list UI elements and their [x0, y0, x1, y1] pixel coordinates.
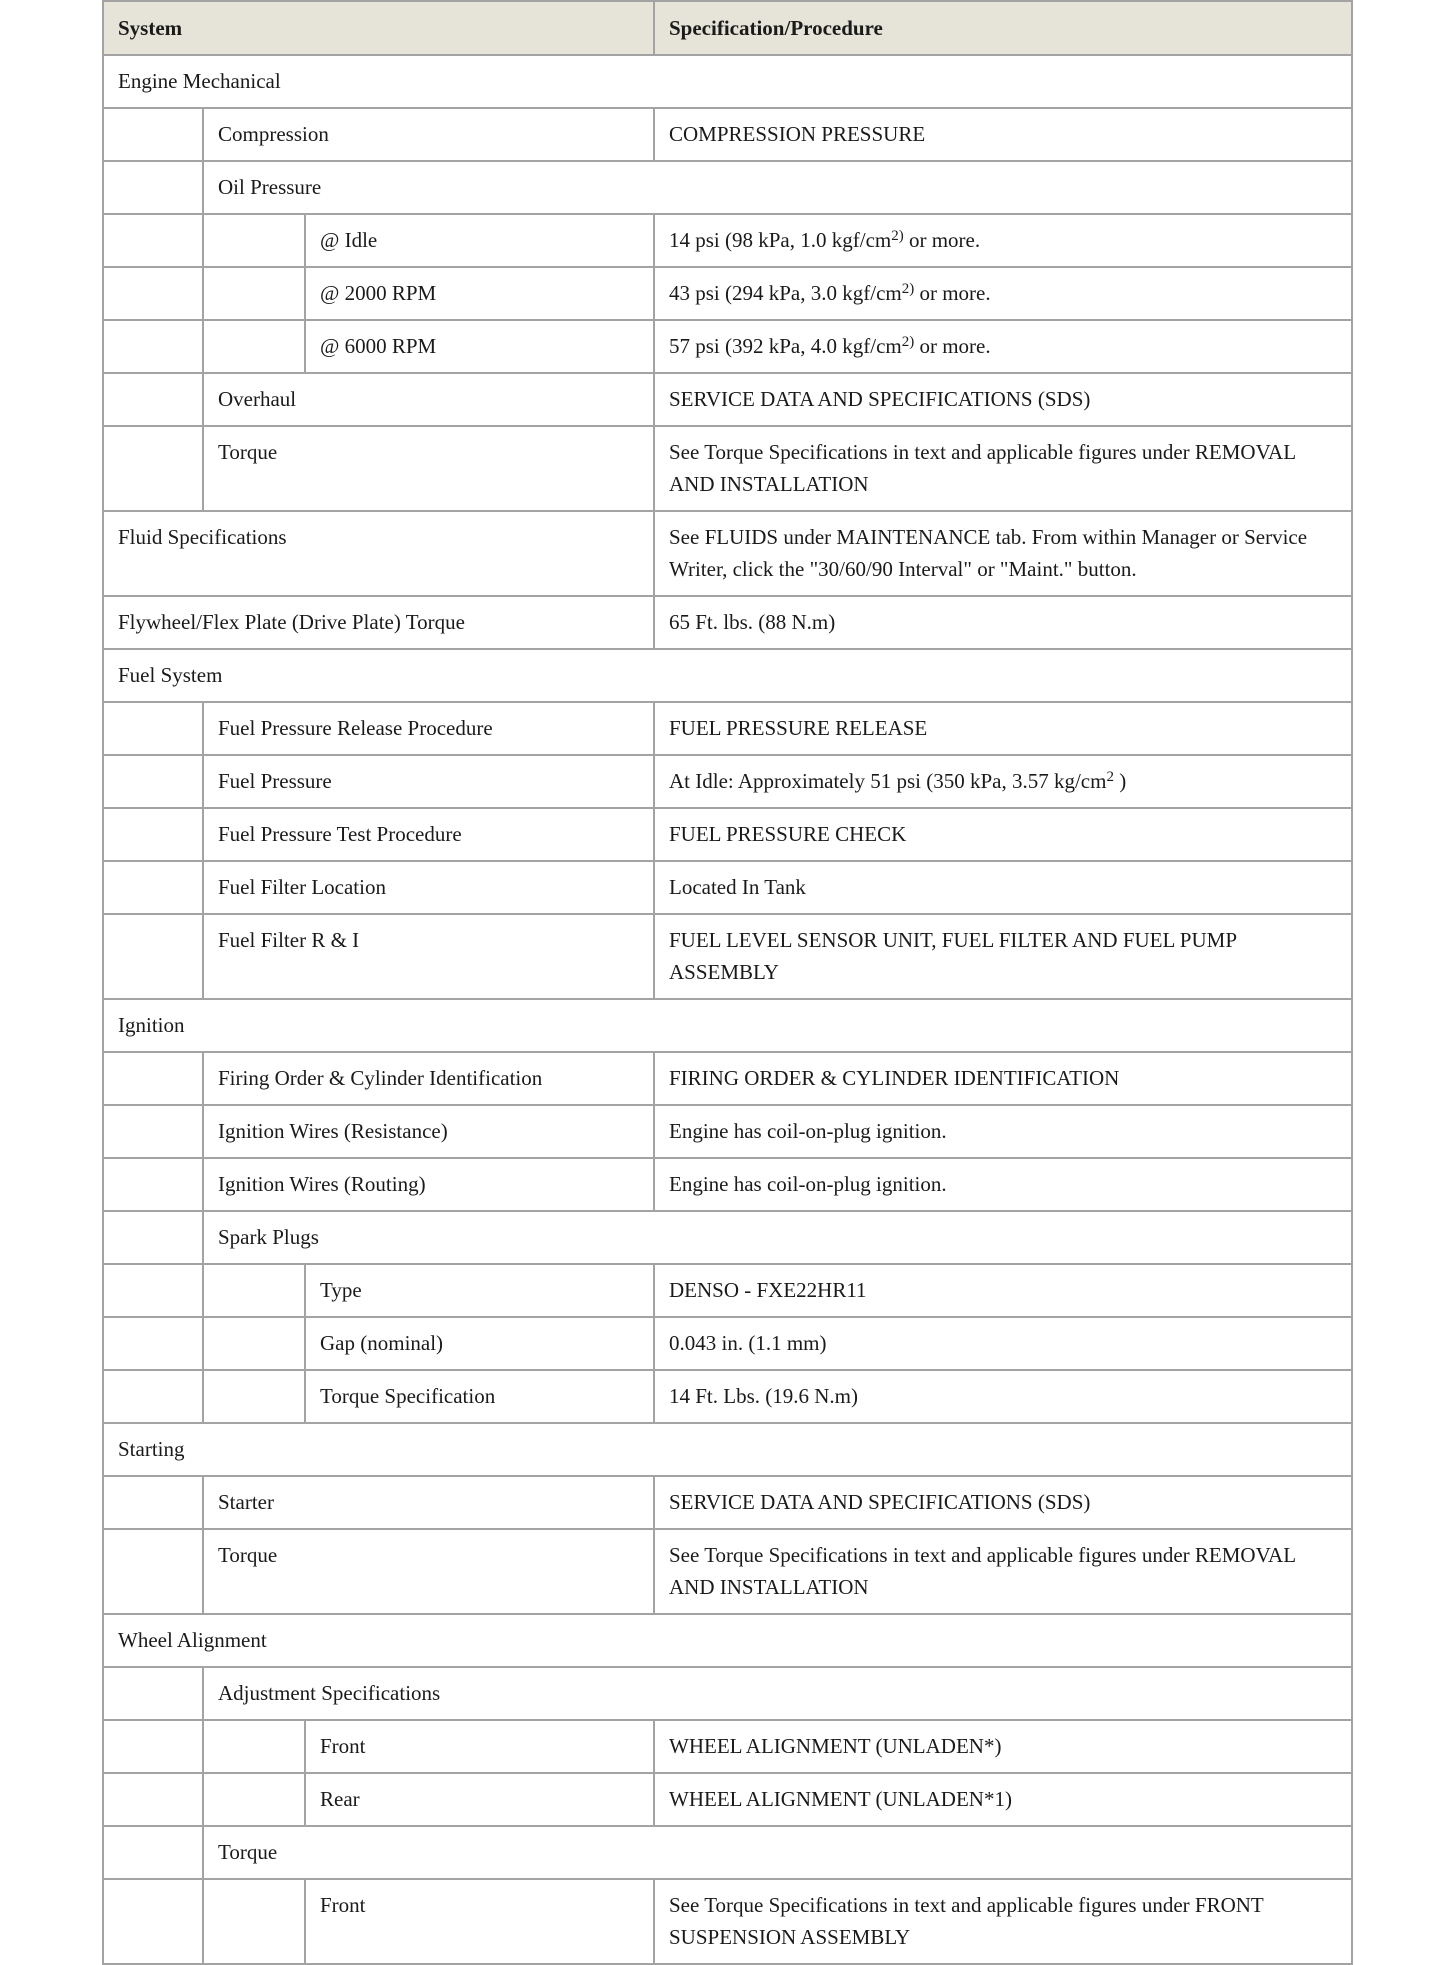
table-row	[103, 702, 1352, 755]
indent-cell	[103, 1476, 203, 1529]
specification-cell	[654, 108, 1352, 161]
specification-text: Engine has coil-on-plug ignition.	[669, 1172, 947, 1196]
system-cell: Adjustment Specifications	[203, 1667, 1352, 1720]
specification-text: SERVICE DATA AND SPECIFICATIONS (SDS)	[669, 387, 1091, 411]
table-row	[103, 108, 1352, 161]
system-cell: Gap (nominal)	[305, 1317, 654, 1370]
indent-cell	[103, 161, 203, 214]
specification-cell	[654, 426, 1352, 511]
indent-cell	[103, 1667, 203, 1720]
specification-text: 57 psi (392 kPa, 4.0 kgf/cm	[669, 334, 902, 358]
indent-cell	[103, 1720, 203, 1773]
indent-cell	[103, 1529, 203, 1614]
table-row	[103, 1773, 1352, 1826]
specification-text: WHEEL ALIGNMENT (UNLADEN*1)	[669, 1787, 1012, 1811]
specification-text: Engine has coil-on-plug ignition.	[669, 1119, 947, 1143]
indent-cell	[103, 1211, 203, 1264]
indent-cell	[103, 1370, 203, 1423]
specification-cell	[654, 861, 1352, 914]
system-cell: Wheel Alignment	[103, 1614, 1352, 1667]
table-row	[103, 426, 1352, 511]
table-row	[103, 1052, 1352, 1105]
specification-cell	[654, 511, 1352, 596]
specification-text: Located In Tank	[669, 875, 806, 899]
table-row	[103, 511, 1352, 596]
system-cell: Fuel Pressure	[203, 755, 654, 808]
column-header-system: System	[103, 1, 654, 55]
specification-text: SERVICE DATA AND SPECIFICATIONS (SDS)	[669, 1490, 1091, 1514]
system-cell: Fuel Pressure Release Procedure	[203, 702, 654, 755]
table-row	[103, 596, 1352, 649]
specification-cell	[654, 702, 1352, 755]
table-row	[103, 1423, 1352, 1476]
system-cell: Fuel System	[103, 649, 1352, 702]
table-row	[103, 914, 1352, 999]
specification-text: 0.043 in. (1.1 mm)	[669, 1331, 827, 1355]
specification-text: See Torque Specifications in text and applicable figures under FRONT SUSPENSION ASSEMBLY	[669, 1893, 1264, 1949]
unit-superscript: 2)	[891, 228, 904, 244]
specification-cell	[654, 914, 1352, 999]
specification-text: FUEL PRESSURE CHECK	[669, 822, 907, 846]
unit-superscript: 2	[1106, 769, 1114, 785]
indent-cell	[103, 1052, 203, 1105]
system-cell: Fuel Filter R & I	[203, 914, 654, 999]
specification-cell	[654, 755, 1352, 808]
system-cell: Engine Mechanical	[103, 55, 1352, 108]
indent-cell	[203, 1720, 305, 1773]
specification-cell	[654, 373, 1352, 426]
system-cell: Oil Pressure	[203, 161, 1352, 214]
table-row	[103, 1370, 1352, 1423]
specification-text: FUEL LEVEL SENSOR UNIT, FUEL FILTER AND FUEL PUMP ASSEMBLY	[669, 928, 1237, 984]
system-cell: Torque	[203, 1529, 654, 1614]
system-cell: Starter	[203, 1476, 654, 1529]
table-row	[103, 1529, 1352, 1614]
specification-text: FUEL PRESSURE RELEASE	[669, 716, 928, 740]
table-row	[103, 373, 1352, 426]
specification-text: COMPRESSION PRESSURE	[669, 122, 926, 146]
specification-cell	[654, 320, 1352, 373]
specification-cell	[654, 214, 1352, 267]
system-cell: Flywheel/Flex Plate (Drive Plate) Torque	[103, 596, 654, 649]
table-row	[103, 1667, 1352, 1720]
indent-cell	[103, 1773, 203, 1826]
table-row	[103, 649, 1352, 702]
column-header-specification: Specification/Procedure	[654, 1, 1352, 55]
unit-superscript: 2)	[901, 281, 915, 297]
specification-cell	[654, 1370, 1352, 1423]
system-cell: Rear	[305, 1773, 654, 1826]
specification-text-suffix: or more.	[914, 281, 991, 305]
specification-text: See FLUIDS under MAINTENANCE tab. From within Manager or Service Writer, click the "30/60/90 Interval" or "Maint." button.	[669, 525, 1308, 581]
system-cell: Front	[305, 1879, 654, 1964]
specification-cell	[654, 1476, 1352, 1529]
table-row	[103, 55, 1352, 108]
indent-cell	[103, 1158, 203, 1211]
specification-cell	[654, 1158, 1352, 1211]
system-cell: Fluid Specifications	[103, 511, 654, 596]
specification-text: See Torque Specifications in text and applicable figures under REMOVAL AND INSTALLATION	[669, 1543, 1296, 1599]
indent-cell	[103, 373, 203, 426]
specifications-table	[102, 0, 1353, 1965]
specification-text-suffix: )	[1113, 769, 1127, 793]
system-cell: Front	[305, 1720, 654, 1773]
system-cell: Spark Plugs	[203, 1211, 1352, 1264]
indent-cell	[103, 1264, 203, 1317]
specification-text-suffix: or more.	[914, 334, 991, 358]
table-body	[103, 55, 1352, 1964]
indent-cell	[103, 426, 203, 511]
specification-cell	[654, 1052, 1352, 1105]
system-cell: Torque Specification	[305, 1370, 654, 1423]
unit-superscript: 2)	[901, 334, 915, 350]
table-row	[103, 808, 1352, 861]
specification-cell	[654, 1264, 1352, 1317]
specification-cell	[654, 808, 1352, 861]
system-cell: @ 2000 RPM	[305, 267, 654, 320]
indent-cell	[103, 1105, 203, 1158]
table-row	[103, 1720, 1352, 1773]
indent-cell	[103, 1826, 203, 1879]
table-row	[103, 1211, 1352, 1264]
specification-text-suffix: or more.	[903, 228, 981, 252]
specification-cell	[654, 1879, 1352, 1964]
specification-text: 14 psi (98 kPa, 1.0 kgf/cm	[669, 228, 892, 252]
system-cell: Torque	[203, 1826, 1352, 1879]
specification-text: 43 psi (294 kPa, 3.0 kgf/cm	[669, 281, 902, 305]
indent-cell	[203, 1370, 305, 1423]
system-cell: Ignition Wires (Resistance)	[203, 1105, 654, 1158]
indent-cell	[103, 1879, 203, 1964]
table-row	[103, 1476, 1352, 1529]
system-cell: @ 6000 RPM	[305, 320, 654, 373]
table-row	[103, 1826, 1352, 1879]
specification-text: DENSO - FXE22HR11	[669, 1278, 867, 1302]
table-row	[103, 214, 1352, 267]
specification-cell	[654, 1529, 1352, 1614]
system-cell: Type	[305, 1264, 654, 1317]
indent-cell	[203, 214, 305, 267]
indent-cell	[103, 267, 203, 320]
system-cell: Fuel Filter Location	[203, 861, 654, 914]
specification-cell	[654, 1720, 1352, 1773]
specification-cell	[654, 596, 1352, 649]
specification-text: At Idle: Approximately 51 psi (350 kPa, 3.57 kg/cm	[669, 769, 1107, 793]
table-row	[103, 755, 1352, 808]
table-row	[103, 861, 1352, 914]
table-row	[103, 161, 1352, 214]
table-row	[103, 1614, 1352, 1667]
indent-cell	[103, 108, 203, 161]
specification-cell	[654, 1105, 1352, 1158]
indent-cell	[103, 808, 203, 861]
indent-cell	[203, 1879, 305, 1964]
system-cell: Starting	[103, 1423, 1352, 1476]
specification-text: FIRING ORDER & CYLINDER IDENTIFICATION	[669, 1066, 1120, 1090]
specification-text: 14 Ft. Lbs. (19.6 N.m)	[669, 1384, 858, 1408]
specification-cell	[654, 267, 1352, 320]
table-row	[103, 999, 1352, 1052]
table-row	[103, 320, 1352, 373]
specification-text: WHEEL ALIGNMENT (UNLADEN*)	[669, 1734, 1002, 1758]
system-cell: Overhaul	[203, 373, 654, 426]
system-cell: Ignition	[103, 999, 1352, 1052]
indent-cell	[103, 1317, 203, 1370]
indent-cell	[203, 1317, 305, 1370]
specification-text: See Torque Specifications in text and applicable figures under REMOVAL AND INSTALLATION	[669, 440, 1296, 496]
specification-text: 65 Ft. lbs. (88 N.m)	[669, 610, 836, 634]
system-cell: Ignition Wires (Routing)	[203, 1158, 654, 1211]
system-cell: Torque	[203, 426, 654, 511]
table-row	[103, 1317, 1352, 1370]
table-row	[103, 1264, 1352, 1317]
indent-cell	[103, 755, 203, 808]
system-cell: Compression	[203, 108, 654, 161]
system-cell: @ Idle	[305, 214, 654, 267]
table-row	[103, 1879, 1352, 1964]
table-row	[103, 267, 1352, 320]
indent-cell	[203, 1773, 305, 1826]
indent-cell	[103, 702, 203, 755]
system-cell: Fuel Pressure Test Procedure	[203, 808, 654, 861]
indent-cell	[203, 320, 305, 373]
indent-cell	[103, 214, 203, 267]
table-row	[103, 1105, 1352, 1158]
indent-cell	[203, 267, 305, 320]
indent-cell	[103, 861, 203, 914]
specification-cell	[654, 1317, 1352, 1370]
system-cell: Firing Order & Cylinder Identification	[203, 1052, 654, 1105]
indent-cell	[103, 914, 203, 999]
indent-cell	[203, 1264, 305, 1317]
table-row	[103, 1158, 1352, 1211]
indent-cell	[103, 320, 203, 373]
table-header-row	[103, 1, 1352, 55]
specification-cell	[654, 1773, 1352, 1826]
